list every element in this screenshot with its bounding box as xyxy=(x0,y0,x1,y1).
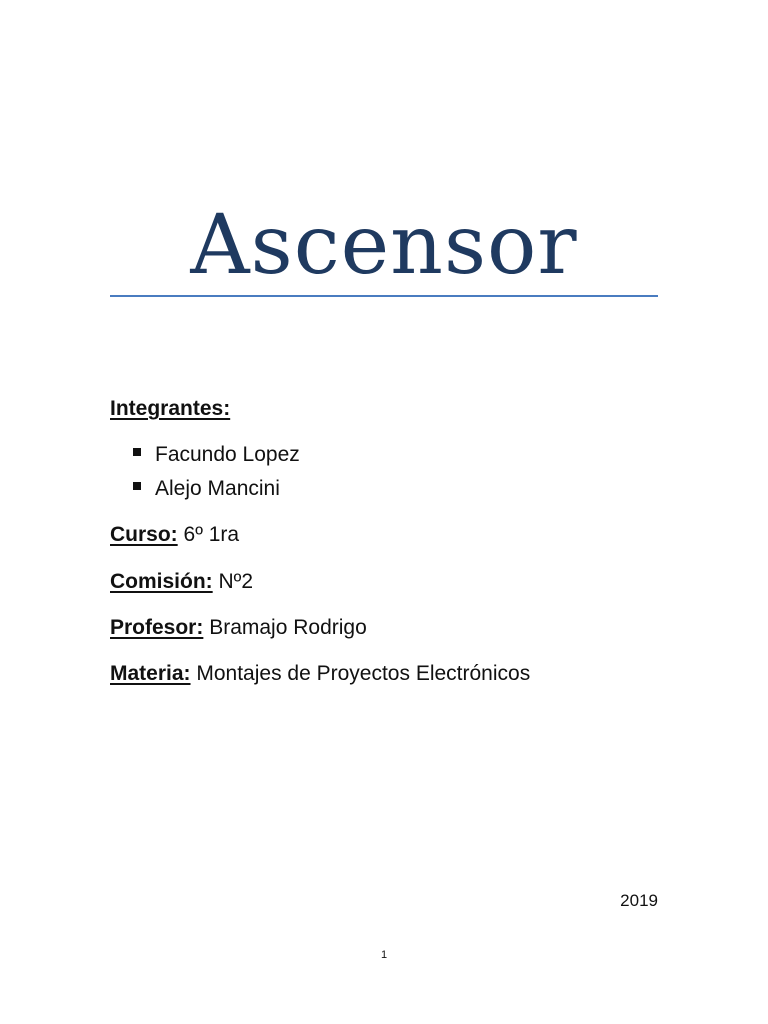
comision-line xyxy=(110,569,253,595)
member-name: Alejo Mancini xyxy=(155,477,280,500)
curso-value: 6º 1ra xyxy=(183,523,240,546)
list-item xyxy=(133,476,280,502)
square-bullet-icon xyxy=(133,448,141,456)
profesor-line xyxy=(110,615,367,641)
integrantes-heading xyxy=(110,396,230,422)
document-title: Ascensor xyxy=(190,198,578,293)
member-name: Facundo Lopez xyxy=(155,443,300,466)
year-text: 2019 xyxy=(620,891,658,910)
materia-label: Materia: xyxy=(110,662,191,685)
profesor-label: Profesor: xyxy=(110,616,204,639)
integrantes-label: Integrantes: xyxy=(110,397,231,420)
profesor-value: Bramajo Rodrigo xyxy=(209,616,367,639)
comision-value: Nº2 xyxy=(218,570,254,593)
materia-value: Montajes de Proyectos Electrónicos xyxy=(196,662,531,685)
page-number: 1 xyxy=(380,949,388,961)
materia-line xyxy=(110,661,530,687)
curso-line xyxy=(110,522,239,548)
list-item xyxy=(133,442,300,468)
comision-label: Comisión: xyxy=(110,570,213,593)
square-bullet-icon xyxy=(133,482,141,490)
title-underline-rule xyxy=(110,295,658,297)
curso-label: Curso: xyxy=(110,523,178,546)
